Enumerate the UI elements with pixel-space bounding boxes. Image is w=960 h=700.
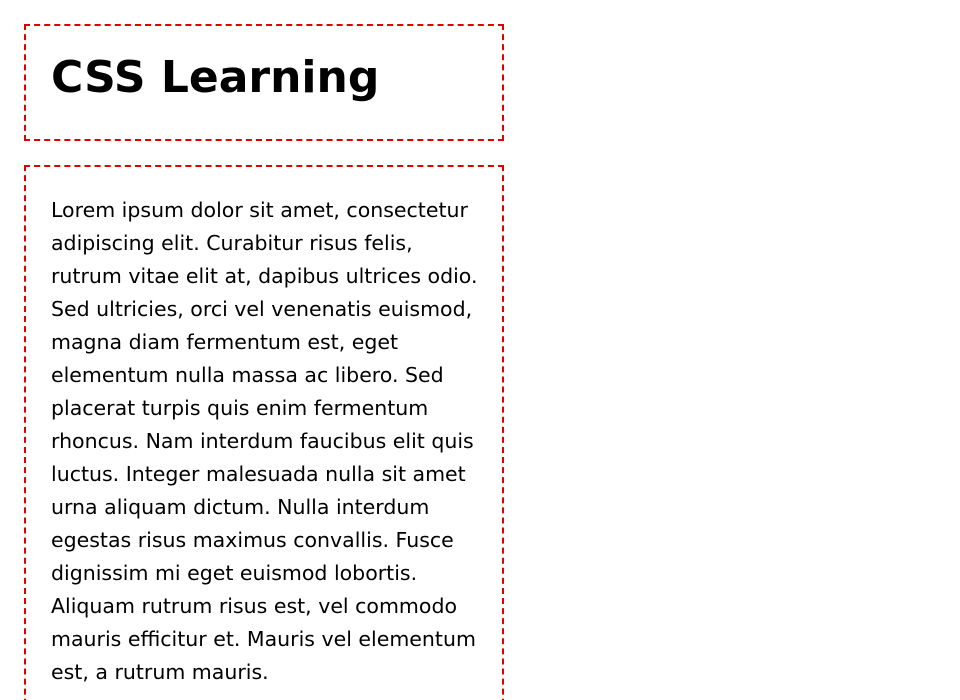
title-box [24,24,504,141]
content-box [24,165,504,700]
body-paragraph: Lorem ipsum dolor sit amet, consectetur adipiscing elit. Curabitur risus felis, rutrum vitae elit at, dapibus ultrices odio. Sed ultricies, orci vel venenatis euismod, magna diam fermentum est, eget elementum nulla massa ac libero. Sed placerat turpis quis enim fermentum rhoncus. Nam interdum faucibus elit quis luctus. Integer malesuada nulla sit amet urna aliquam dictum. Nulla interdum egestas risus maximus convallis. Fusce dignissim mi eget euismod lobortis. Aliquam rutrum risus est, vel commodo mauris efficitur et. Mauris vel elementum est, a rutrum mauris. [51,198,478,684]
page-title: CSS Learning [51,52,380,103]
